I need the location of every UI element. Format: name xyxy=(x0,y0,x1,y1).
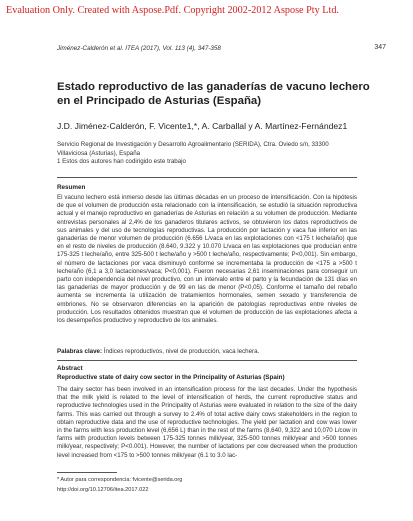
running-header-citation: Jiménez-Calderón et al. ITEA (2017), Vol. 113 (4), 347-358 xyxy=(57,45,221,52)
evaluation-watermark: Evaluation Only. Created with Aspose.Pdf. Copyright 2002-2012 Aspose Pty Ltd. xyxy=(6,5,339,16)
keywords-text: Índices reproductivos, nivel de producción, vaca lechera. xyxy=(103,348,260,355)
article-title: Estado reproductivo de las ganaderías de vacuno lechero en el Principado de Asturias (España) xyxy=(57,81,370,107)
abstract-subtitle: Reproductive state of dairy cow sector in the Principality of Asturias (Spain) xyxy=(57,374,285,381)
abstract-text: The dairy sector has been involved in an intensification process for the last decades. Under the hypothesis that the milk yield is related to the level of intensification of herds, the current reproductive status and reproductive technologies used in the Principality of Asturias were evaluated in relation to the size of the dairy farms. This was carried out through a survey to 2.4% of total active dairy cows stakeholders in the region to obtain reproductive data and the use of reproductive technologies. The yield per lactation and cow was lower in the farms with less production level (6,656 L) than in the rest of the farms (8,640, 9,322 and 10,070 L/cow in farms with production levels between 175-325 tonnes milk/year, 325-500 tonnes milk/year and >500 tonnes milk/year, respectively; P<0.001). However, the number of lactations per cow decreased when the production level increased from <175 to >500 tonnes milk/year (6.1 to 3.0 lac- xyxy=(57,386,357,459)
page-number: 347 xyxy=(374,44,386,51)
abstract-heading: Abstract xyxy=(57,365,83,372)
author-list: J.D. Jiménez-Calderón, F. Vicente1,*, A. Carballal y A. Martínez-Fernández1 xyxy=(57,121,348,131)
correspondence-footnote: * Autor para correspondencia: fvicente@serida.org xyxy=(57,477,183,483)
doi-link[interactable]: http://doi.org/10.12706/itea.2017.022 xyxy=(57,487,149,493)
section-divider xyxy=(57,177,357,178)
resumen-text: El vacuno lechero está inmerso desde las últimas décadas en un proceso de intensificación. Con la hipótesis de que el volumen de producción esta relacionado con la intensificación, se estudió la situación reproductiva actual y el manejo reproductivo en ganaderías de Asturias en relación a su volumen de producción. Mediante entrevistas personales al 2,4% de los ganaderos titulares activos, se obtuvieron los datos reproductivos de sus animales y del uso de tecnologías reproductivas. La producción por lactación y vaca fue inferior en las ganaderías de menor volumen de producción (6.656 L/vaca en las explotaciones con <175 t leche/año) que en el resto de niveles de producción (8.640, 9.322 y 10.070 L/vaca en las explotaciones que producían entre 175-325 t leche/año, entre 325-500 t leche/año y >500 t leche/año, respectivamente; P<0,001). Sin embargo, el número de lactaciones por vaca disminuyó conforme se incrementaba la producción de <175 a >500 t leche/año (6,1 a 3,0 lactaciones/vaca; P<0,001). Fueron necesarias 2,61 inseminaciones para conseguir un parto con independencia del nivel productivo, con un intervalo entre el parto y la fecundación de 131 días en las ganaderías de mayor producción y de 99 en las de menor (P<0,05). Conforme el tamaño del rebaño aumenta se incrementa la utilización de tratamientos hormonales, semen sexado y transferencia de embriones. No se observaron diferencias en la aparición de patologías reproductivas entre niveles de producción. Los resultados obtenidos muestran que el volumen de producción de las explotaciones afecta a los desempeños productivo y reproductivo de los animales. xyxy=(57,194,357,325)
affiliation-note: 1 Estos dos autores han codirigido este trabajo xyxy=(57,158,186,165)
resumen-heading: Resumen xyxy=(57,184,86,191)
affiliation-institution: Servicio Regional de Investigación y Desarrollo Agroalimentario (SERIDA), Ctra. Oviedo s/n, 33300 Villaviciosa (Asturias), España xyxy=(57,141,329,157)
footnote-divider xyxy=(57,472,117,473)
affiliation-block xyxy=(57,141,357,167)
keywords-label: Palabras clave: xyxy=(57,348,103,355)
keywords-line xyxy=(57,348,259,355)
section-divider xyxy=(57,360,357,361)
